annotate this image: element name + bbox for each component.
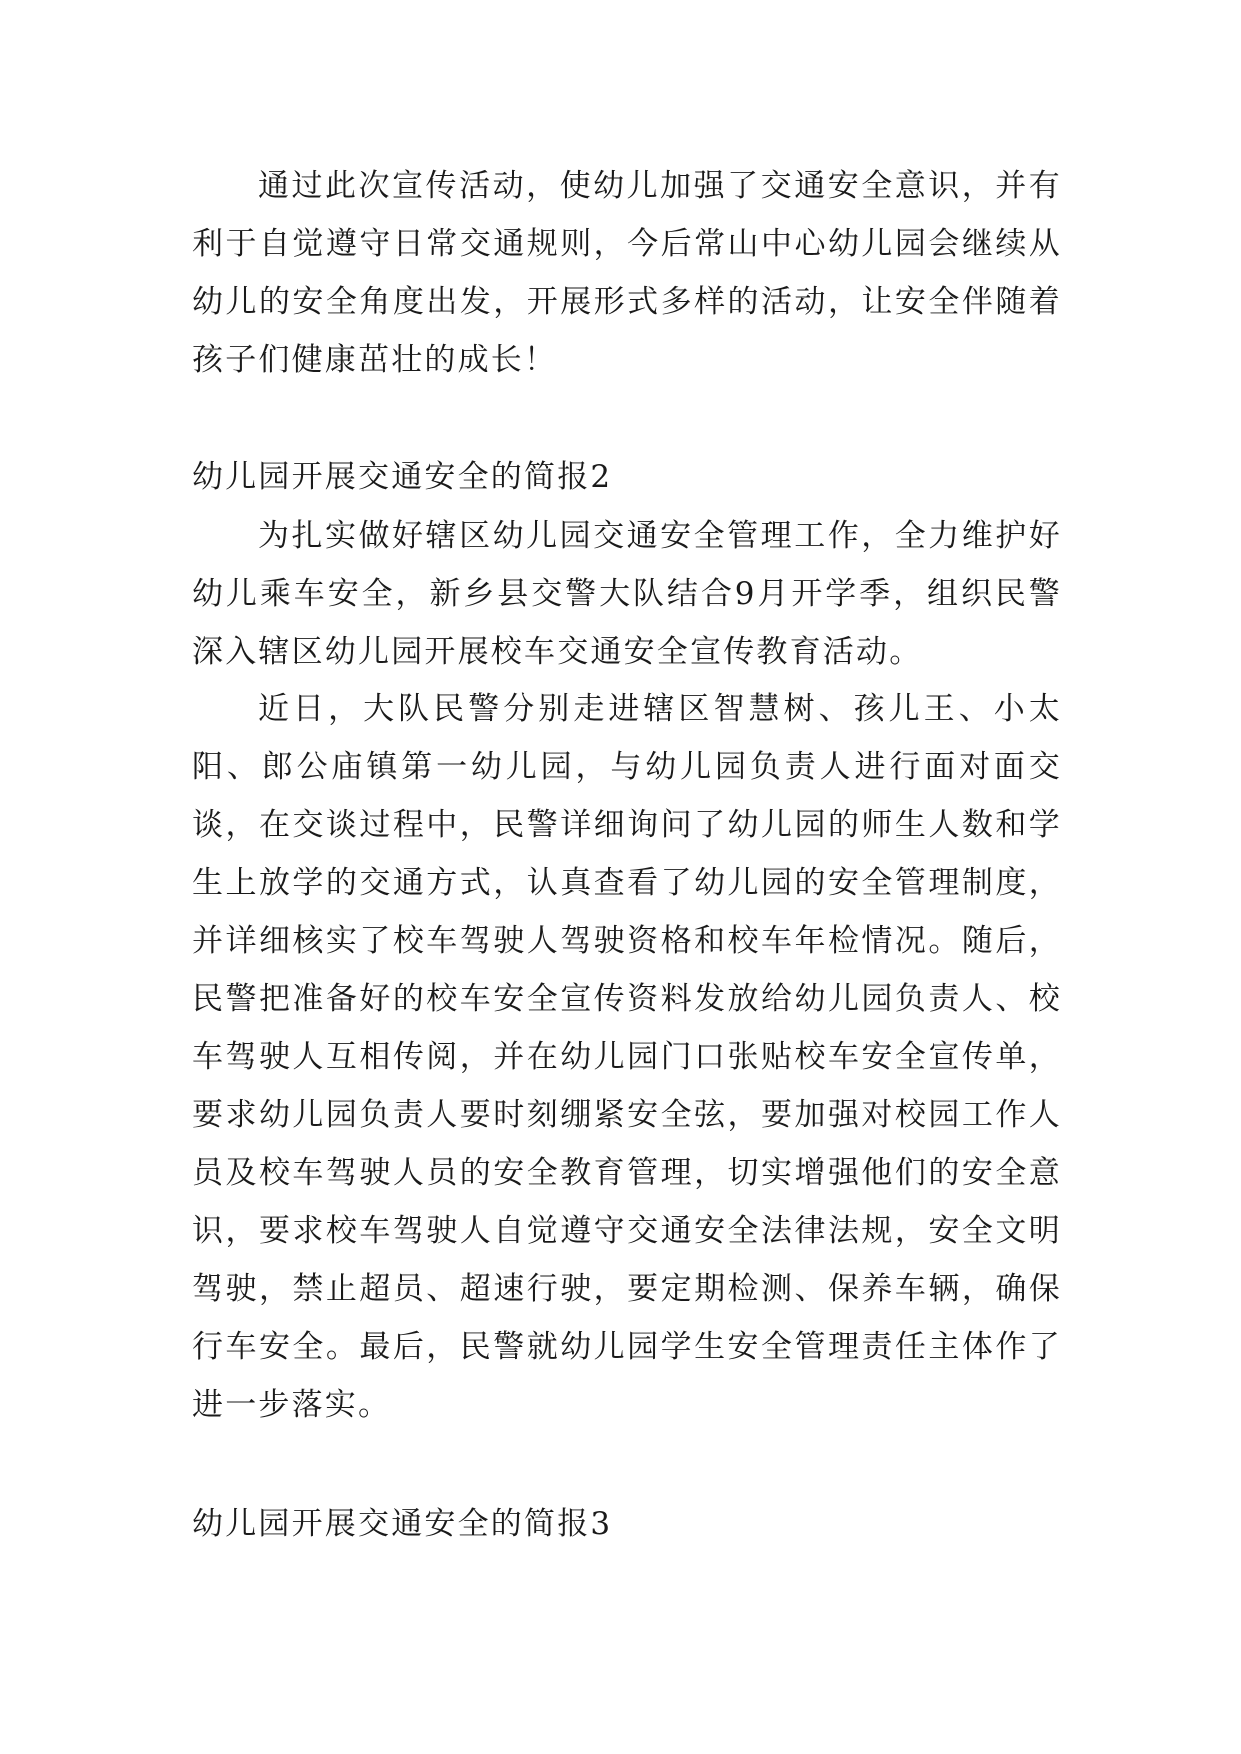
section-3-title: 幼儿园开展交通安全的简报3 [192, 1506, 613, 1542]
section-2-paragraph-1: 为扎实做好辖区幼儿园交通安全管理工作，全力维护好幼儿乘车安全，新乡县交警大队结合9月开学季，组织民警深入辖区幼儿园开展校车交通安全宣传教育活动。 [192, 518, 1062, 670]
section-2-title: 幼儿园开展交通安全的简报2 [192, 459, 613, 495]
intro-paragraph: 通过此次宣传活动，使幼儿加强了交通安全意识，并有利于自觉遵守日常交通规则，今后常山中心幼儿园会继续从幼儿的安全角度出发，开展形式多样的活动，让安全伴随着孩子们健康茁壮的成长！ [192, 168, 1062, 378]
section-2-paragraph-2: 近日，大队民警分别走进辖区智慧树、孩儿王、小太阳、郎公庙镇第一幼儿园，与幼儿园负责人进行面对面交谈，在交谈过程中，民警详细询问了幼儿园的师生人数和学生上放学的交通方式，认真查看了幼儿园的安全管理制度，并详细核实了校车驾驶人驾驶资格和校车年检情况。随后，民警把准备好的校车安全宣传资料发放给幼儿园负责人、校车驾驶人互相传阅，并在幼儿园门口张贴校车安全宣传单，要求幼儿园负责人要时刻绷紧安全弦，要加强对校园工作人员及校车驾驶人员的安全教育管理，切实增强他们的安全意识，要求校车驾驶人自觉遵守交通安全法律法规，安全文明驾驶，禁止超员、超速行驶，要定期检测、保养车辆，确保行车安全。最后，民警就幼儿园学生安全管理责任主体作了进一步落实。 [192, 691, 1062, 1423]
